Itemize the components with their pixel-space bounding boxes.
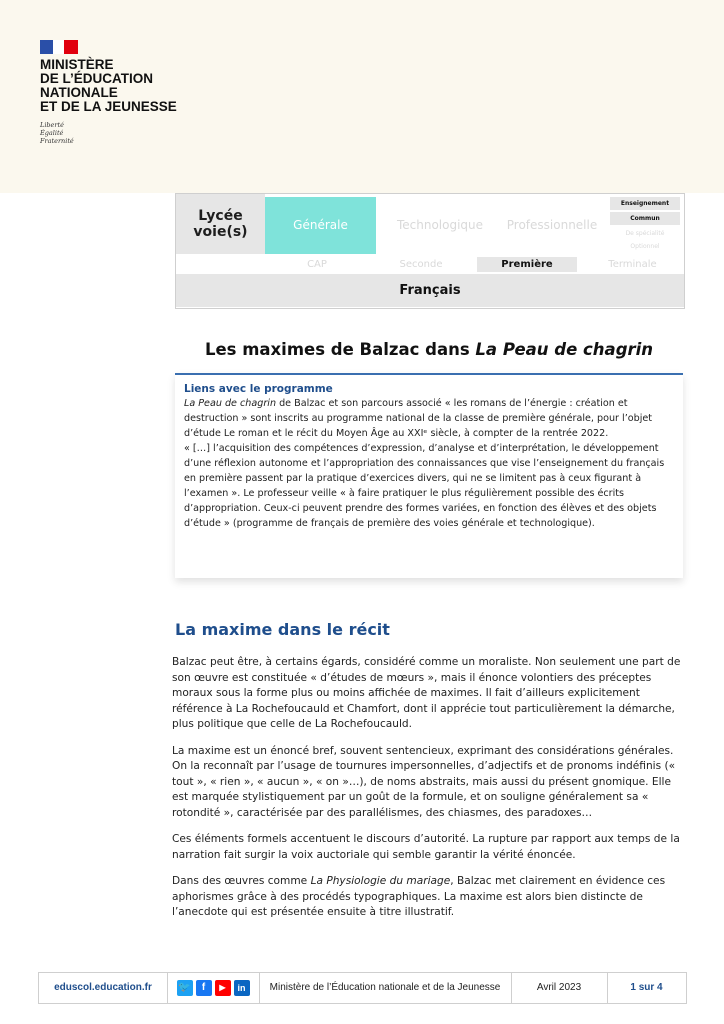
links-work-title: La Peau de chagrin <box>184 398 277 409</box>
level-cap: CAP <box>307 259 327 270</box>
p4-start: Dans des œuvres comme <box>172 875 311 887</box>
footer-url-link[interactable]: eduscol.education.fr <box>39 973 168 1003</box>
lycee-line-1: Lycée <box>198 208 243 224</box>
lycee-line-2: voie(s) <box>193 224 248 240</box>
motto-fraternite: Fraternité <box>40 137 74 145</box>
flag-icon <box>40 40 78 54</box>
enseignement-specialite: De spécialité <box>625 230 665 237</box>
facebook-icon[interactable]: f <box>196 980 212 996</box>
lycee-label <box>176 194 265 254</box>
header-band <box>0 0 724 193</box>
page-title <box>175 340 683 359</box>
footer-page-number: 1 sur 4 <box>630 982 663 993</box>
linkedin-icon[interactable]: in <box>234 980 250 996</box>
enseignement-commun: Commun <box>610 212 680 225</box>
motto-egalite: Égalité <box>40 129 64 137</box>
twitter-icon[interactable]: 🐦 <box>177 980 193 996</box>
links-p1-text: de Balzac et son parcours associé « les romans de l’énergie : création et destruction » sont inscrits au programme national de la classe de première générale, pour l’objet d’étude Le roman et le récit du Moyen Âge au XXIᵉ siècle, à compter de la rentrée 2022. <box>184 398 653 439</box>
body-text <box>172 655 684 932</box>
motto <box>40 121 177 145</box>
title-work: La Peau de chagrin <box>475 340 654 359</box>
body-paragraph-1: Balzac peut être, à certains égards, considéré comme un moraliste. Non seulement une part de son œuvre est constituée « d’études de mœurs », mais il énonce volontiers des préceptes moraux sous la forme plus ou moins affichée de maximes. Il fait d’ailleurs explicitement référence à La Rochefoucauld et Chamfort, dont il apprécie tout particulièrement la démarche, plus politique que celle de La Rochefoucauld. <box>172 656 681 730</box>
section-title: La maxime dans le récit <box>175 620 390 639</box>
body-paragraph-2: La maxime est un énoncé bref, souvent sentencieux, exprimant des considérations générales. On la reconnaît par l’usage de tournures impersonnelles, d’adjectifs et de pronoms indéfinis (« tout », « rien », « aucun », « on »…), de noms abstraits, mais aussi du présent gnomique. Elle est marquée stylistiquement par un goût de la formule, et on souligne généralement sa « rotondité », caractérisée par des parallélismes, des chiasmes, des paradoxes… <box>172 744 676 819</box>
program-grid <box>175 193 685 309</box>
subject-label: Français <box>176 274 684 307</box>
level-seconde: Seconde <box>399 259 443 270</box>
enseignement-header: Enseignement <box>610 197 680 210</box>
links-heading: Liens avec le programme <box>184 383 333 395</box>
links-paragraph-1 <box>184 396 673 441</box>
social-links <box>167 973 260 1003</box>
program-links-box <box>175 373 683 578</box>
footer-ministry: Ministère de l’Éducation nationale et de la Jeunesse <box>259 973 512 1003</box>
footer <box>38 972 687 1004</box>
voie-generale: Générale <box>265 197 376 254</box>
enseignement-list <box>610 197 680 253</box>
ministry-line-1: MINISTÈRE <box>40 57 114 72</box>
levels-row <box>265 256 684 274</box>
level-premiere: Première <box>477 257 577 272</box>
body-paragraph-3: Ces éléments formels accentuent le discours d’autorité. La rupture par rapport aux temps de la narration fait surgir la voix auctoriale qui semble garantir la vérité énoncée. <box>172 833 680 861</box>
voie-professionnelle: Professionnelle <box>506 218 598 232</box>
ministry-line-4: ET DE LA JEUNESSE <box>40 99 177 114</box>
body-paragraph-4 <box>172 874 684 921</box>
p4-end: , Balzac met clairement en évidence ces aphorismes grâce à des procédés typographiques. La maxime est alors bien distincte de l’anecdote qui est présentée ensuite à titre illustratif. <box>172 875 666 918</box>
level-terminale: Terminale <box>608 259 657 270</box>
title-prefix: Les maximes de Balzac dans <box>204 340 476 359</box>
ministry-line-2: DE L’ÉDUCATION <box>40 71 154 86</box>
enseignement-optionnel: Optionnel <box>630 243 660 250</box>
motto-liberte: Liberté <box>40 121 64 129</box>
voie-technologique: Technologique <box>396 218 484 232</box>
republic-logo <box>40 40 177 145</box>
footer-date: Avril 2023 <box>511 973 608 1003</box>
p4-work-title: La Physiologie du mariage <box>310 875 451 887</box>
ministry-line-3: NATIONALE <box>40 85 118 100</box>
links-paragraph-2: « […] l’acquisition des compétences d’expression, d’analyse et d’interprétation, le développement d’une réflexion autonome et l’appropriation des connaissances que vise l’enseignement du français en première passent par la pratique d’exercices divers, qui ne se limitent pas à ceux figurant à l’examen ». Le professeur veille « à faire pratiquer le plus régulièrement possible des écrits d’appropriation. Ceux-ci peuvent prendre des formes variées, en fonction des élèves et des objets d’étude » (programme de français de première des voies générale et technologique). <box>184 443 665 529</box>
youtube-icon[interactable]: ▶ <box>215 980 231 996</box>
